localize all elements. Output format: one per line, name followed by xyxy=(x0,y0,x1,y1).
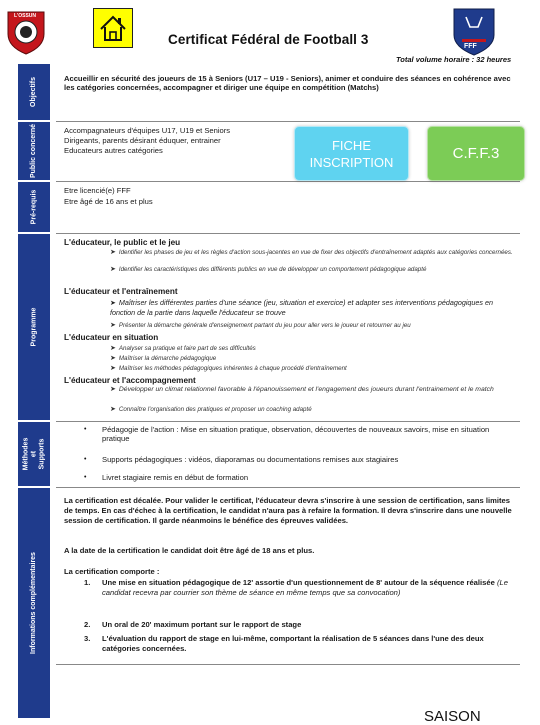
programme-item: ➤ Identifier les phases de jeu et les règles d'action sous-jacentes en vue de fixer des objectifs d'entraînement adaptés aux catégories concernées. xyxy=(110,249,513,256)
bullet-dot: • xyxy=(84,456,87,463)
programme-heading-4: L'éducateur et l'accompagnement xyxy=(64,376,196,385)
infos-para-2: A la date de la certification le candidat doit être âgé de 18 ans et plus. xyxy=(64,546,315,555)
divider xyxy=(56,664,520,665)
fff-logo-text: FFF xyxy=(464,43,477,50)
divider xyxy=(56,421,520,422)
programme-item: ➤ Maîtriser les méthodes pédagogiques inhérentes à chaque procédé d'entraînement xyxy=(110,365,347,372)
infos-item-2: Un oral de 20' maximum portant sur le rapport de stage xyxy=(102,620,302,629)
objectifs-text: Accueillir en sécurité des joueurs de 15 à Seniors (U17 – U19 - Seniors), animer et conduire des séances en cohérence avec les catégories concernées, accompagner et diriger une équipe en compétition (Matchs) xyxy=(64,74,511,93)
label-objectifs-text: Objectifs xyxy=(29,77,37,107)
label-prerequis-text: Pré-requis xyxy=(30,189,37,225)
programme-item: ➤ Maîtriser la démarche pédagogique xyxy=(110,355,217,362)
club-logo-text: L'OSSUN xyxy=(14,13,37,19)
programme-item-text: Connaître l'organisation des pratiques et proposer un coaching adapté xyxy=(118,406,312,413)
fiche-button-line-2: INSCRIPTION xyxy=(309,154,394,170)
programme-item-text: Maîtriser la démarche pédagogique xyxy=(118,355,217,362)
programme-item: ➤ Analyser sa pratique et faire part de ses difficultés xyxy=(110,345,256,352)
cff3-button[interactable]: C.F.F.3 xyxy=(427,126,525,181)
programme-heading-1: L'éducateur, le public et le jeu xyxy=(64,238,181,247)
label-methodes xyxy=(18,422,50,488)
divider xyxy=(56,181,520,182)
infos-item-1-note: (Le candidat recevra par courrier son thème de séance en même temps que sa convocation) xyxy=(102,578,508,597)
public-line-2: Dirigeants, parents désirant éduquer, entrainer xyxy=(64,136,221,145)
infos-num-1: 1. xyxy=(84,578,91,587)
bullet-dot: • xyxy=(84,426,87,433)
label-programme xyxy=(18,234,50,422)
divider xyxy=(56,487,520,488)
programme-heading-3: L'éducateur en situation xyxy=(64,333,159,342)
label-prerequis xyxy=(18,182,50,234)
methodes-item-1: Pédagogie de l'action : Mise en situation pratique, observation, découvertes de nouveaux savoirs, mise en situation pratique xyxy=(102,425,490,444)
programme-item-text: Maîtriser les différentes parties d'une séance (jeu, situation et exercice) et adapter ses interventions pédagogiques en fonction de la partie dans laquelle l'éducateur se trouve xyxy=(110,298,494,317)
page-title: Certificat Fédéral de Football 3 xyxy=(168,32,369,47)
programme-item: ➤ Identifier les caractéristiques des différents publics en vue de développer un comportement pédagogique adapté xyxy=(110,266,427,273)
fiche-button-line-1: FICHE xyxy=(331,137,371,153)
infos-num-2: 2. xyxy=(84,620,91,629)
club-crest-icon xyxy=(2,8,50,56)
fff-crest-icon xyxy=(450,5,498,57)
programme-item: ➤ Maîtriser les différentes parties d'une séance (jeu, situation et exercice) et adapter ses interventions pédagogiques en fonction de la partie dans laquelle l'éducateur se trouve xyxy=(110,298,494,317)
divider xyxy=(56,233,520,234)
label-public-text: Public concerné xyxy=(30,123,38,179)
prerequis-line-2: Etre âgé de 16 ans et plus xyxy=(64,197,153,206)
methodes-item-2: Supports pédagogiques : vidéos, diaporamas ou documentations remises aux stagiaires xyxy=(102,455,399,464)
programme-item: ➤ Développer un climat relationnel favorable à l'épanouissement et l'engagement des joueurs durant l'entrainement et le match xyxy=(110,386,494,393)
programme-item: ➤ Connaître l'organisation des pratiques et proposer un coaching adapté xyxy=(110,406,312,413)
label-infos-text: Informations complémentaires xyxy=(30,552,38,654)
programme-item-text: Présenter la démarche générale d'enseignement partant du jeu pour aller vers le joueur et retourner au jeu xyxy=(118,322,411,329)
programme-item-text: Développer un climat relationnel favorable à l'épanouissement et l'engagement des joueurs durant l'entrainement et le match xyxy=(118,386,494,393)
infos-para-1: La certification est décalée. Pour valider le certificat, l'éducateur devra s'inscrire à une session de certification, sans limites de temps. En cas d'échec à la certification, le candidat n'aura pas à refaire la formation. Il devra s'inscrire dans une nouvelle session de certification. Il garde néanmoins le bénéfice des épreuves validées. xyxy=(64,496,512,525)
public-line-1: Accompagnateurs d'équipes U17, U19 et Seniors xyxy=(64,126,231,135)
infos-item-3: L'évaluation du rapport de stage en lui-même, comportant la réalisation de 5 séances dans l'une des deux catégories concernées. xyxy=(102,634,484,653)
volume-horaire: Total volume horaire : 32 heures xyxy=(396,55,512,64)
infos-item-1-text: Une mise en situation pédagogique de 12' assortie d'un questionnement de 8' autour de la séquence réalisée xyxy=(102,578,495,587)
saison-text: SAISON xyxy=(424,708,481,725)
methodes-item-3: Livret stagiaire remis en début de formation xyxy=(102,473,249,482)
infos-num-3: 3. xyxy=(84,634,91,643)
home-button[interactable] xyxy=(93,8,133,48)
public-line-3: Educateurs autres catégories xyxy=(64,146,163,155)
infos-intro: La certification comporte : xyxy=(64,567,160,576)
bullet-dot: • xyxy=(84,474,87,481)
programme-item: ➤ Présenter la démarche générale d'enseignement partant du jeu pour aller vers le joueur et retourner au jeu xyxy=(110,322,411,329)
programme-item-text: Analyser sa pratique et faire part de ses difficultés xyxy=(118,345,256,352)
infos-item-1 xyxy=(102,578,520,598)
label-public xyxy=(18,122,50,182)
home-icon xyxy=(94,9,132,47)
prerequis-line-1: Etre licencié(e) FFF xyxy=(64,186,131,195)
programme-item-text: Identifier les phases de jeu et les règles d'action sous-jacentes en vue de fixer des objectifs d'entraînement adaptés aux catégories concernées. xyxy=(118,249,513,256)
label-programme-text: Programme xyxy=(30,307,37,347)
label-objectifs xyxy=(18,64,50,122)
programme-item-text: Maîtriser les méthodes pédagogiques inhérentes à chaque procédé d'entraînement xyxy=(118,365,347,372)
fiche-inscription-button[interactable] xyxy=(294,126,409,181)
label-methodes-text: Méthodes et Supports xyxy=(22,437,46,471)
divider xyxy=(56,121,520,122)
label-infos xyxy=(18,488,50,720)
programme-heading-2: L'éducateur et l'entraînement xyxy=(64,287,178,296)
programme-item-text: Identifier les caractéristiques des différents publics en vue de développer un comportement pédagogique adapté xyxy=(118,266,427,273)
